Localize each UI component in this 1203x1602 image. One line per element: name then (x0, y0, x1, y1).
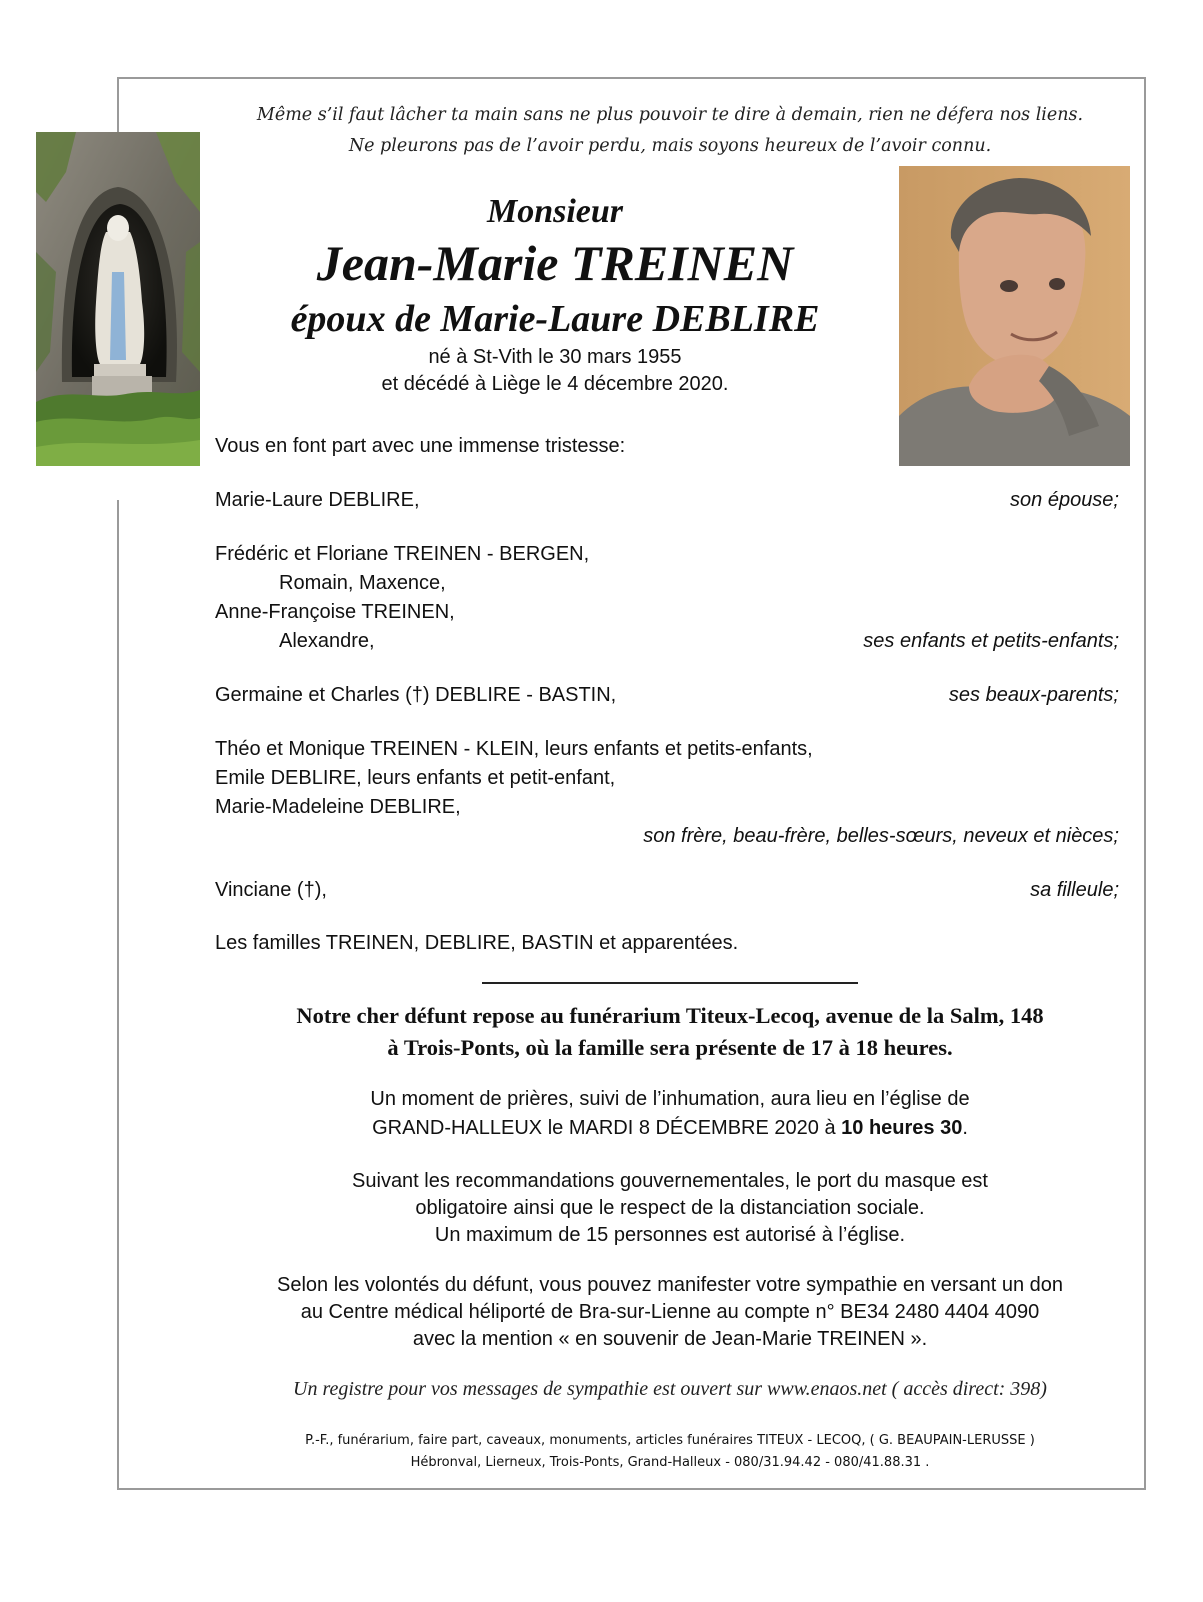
sibling-3: Marie-Madeleine DEBLIRE, (215, 796, 461, 818)
repose-line-1: Notre cher défunt repose au funérarium Titeux-Lecoq, avenue de la Salm, 148 (296, 1003, 1044, 1028)
covid-line-3: Un maximum de 15 personnes est autorisé à l’église. (434, 1224, 906, 1246)
ceremony-time: 10 heures 30 (841, 1117, 963, 1139)
lourdes-grotto-image (36, 132, 200, 466)
child-1: Frédéric et Floriane TREINEN - BERGEN, (215, 543, 590, 565)
section-divider (482, 982, 858, 984)
grandchildren-1: Romain, Maxence, (279, 572, 446, 594)
birth-info: né à St-Vith le 30 mars 1955 (428, 346, 682, 368)
goddaughter-role: sa filleule; (1030, 879, 1119, 901)
sibling-2: Emile DEBLIRE, leurs enfants et petit-enfant, (215, 767, 616, 789)
siblings-role: son frère, beau-frère, belles-sœurs, neveux et nièces; (643, 825, 1119, 847)
footer-line-2: Hébronval, Lierneux, Trois-Ponts, Grand-Halleux - 080/31.94.42 - 080/41.88.31 . (410, 1455, 930, 1470)
deceased-title: Monsieur (486, 193, 624, 230)
covid-line-1: Suivant les recommandations gouvernementales, le port du masque est (352, 1170, 988, 1192)
quote-line-1: Même s’il faut lâcher ta main sans ne plus pouvoir te dire à demain, rien ne défera nos liens. (256, 105, 1084, 125)
families-line: Les familles TREINEN, DEBLIRE, BASTIN et apparentées. (215, 932, 739, 954)
sibling-1: Théo et Monique TREINEN - KLEIN, leurs enfants et petits-enfants, (215, 738, 813, 760)
spouse-name: Marie-Laure DEBLIRE, (215, 489, 420, 511)
footer-line-1: P.-F., funérarium, faire part, caveaux, monuments, articles funéraires TITEUX - LECOQ, ( G. BEAUPAIN-LERUSSE ) (305, 1433, 1035, 1448)
intro-text: Vous en font part avec une immense tristesse: (215, 435, 626, 457)
child-2: Anne-Françoise TREINEN, (215, 601, 455, 623)
ceremony-period: . (962, 1117, 968, 1139)
donation-line-2: au Centre médical héliporté de Bra-sur-Lienne au compte n° BE34 2480 4404 4090 (300, 1301, 1040, 1323)
deceased-spouse: époux de Marie-Laure DEBLIRE (290, 298, 820, 340)
portrait-photo (899, 166, 1130, 466)
registry-notice: Un registre pour vos messages de sympathie est ouvert sur www.enaos.net ( accès direct: 398) (293, 1378, 1047, 1400)
spouse-role: son épouse; (1010, 489, 1119, 511)
children-role: ses enfants et petits-enfants; (863, 630, 1119, 652)
donation-line-1: Selon les volontés du défunt, vous pouvez manifester votre sympathie en versant un don (276, 1274, 1064, 1296)
inlaws-role: ses beaux-parents; (948, 684, 1119, 706)
quote-line-2: Ne pleurons pas de l’avoir perdu, mais soyons heureux de l’avoir connu. (348, 136, 992, 156)
inlaws: Germaine et Charles (†) DEBLIRE - BASTIN, (215, 684, 617, 706)
donation-line-3: avec la mention « en souvenir de Jean-Marie TREINEN ». (412, 1328, 928, 1350)
ceremony-line-1: Un moment de prières, suivi de l’inhumation, aura lieu en l’église de (370, 1088, 970, 1110)
goddaughter: Vinciane (†), (215, 879, 327, 901)
covid-line-2: obligatoire ainsi que le respect de la distanciation sociale. (415, 1197, 925, 1219)
ceremony-date: GRAND-HALLEUX le MARDI 8 DÉCEMBRE 2020 à (372, 1117, 842, 1139)
death-info: et décédé à Liège le 4 décembre 2020. (381, 373, 729, 395)
ceremony-line-2 (200, 1115, 1140, 1142)
repose-line-2: à Trois-Ponts, où la famille sera présente de 17 à 18 heures. (387, 1035, 953, 1060)
grandchildren-2: Alexandre, (279, 630, 375, 652)
deceased-name: Jean-Marie TREINEN (316, 235, 794, 291)
